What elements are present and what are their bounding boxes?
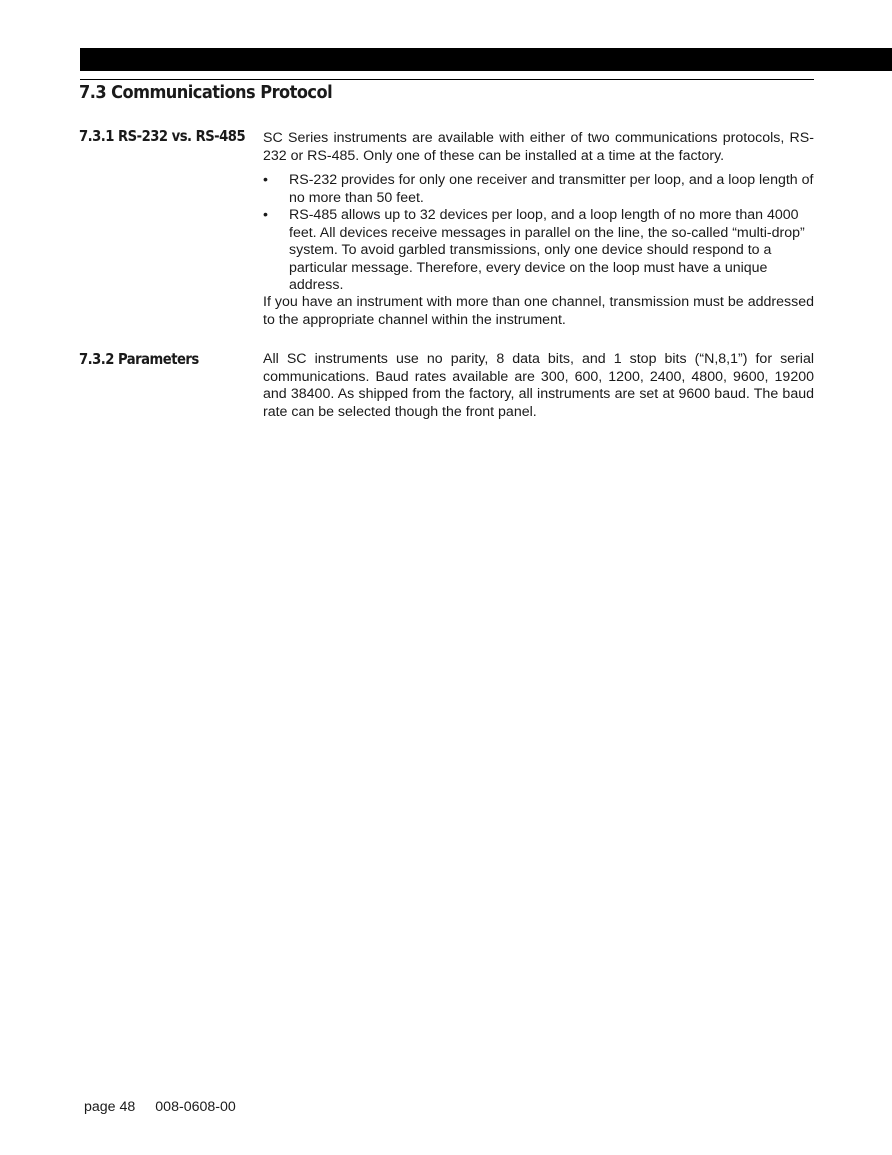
list-item <box>263 207 814 295</box>
list-item <box>263 172 814 207</box>
bullet-icon: • <box>263 172 268 188</box>
section-title: 7.3 Communications Protocol <box>79 82 333 103</box>
bullet-text-rs485: RS-485 allows up to 32 devices per loop, and a loop length of no more than 4000 feet. All devices receive messages in parallel on the line, the so-called “multi-drop” system. To avoid garbled transmissions, only one device should respond to a particular message. Therefore, every device on the loop must have a unique address. <box>289 207 805 293</box>
subsection-closing-paragraph: If you have an instrument with more than one channel, transmission must be addressed to the appropriate channel within the instrument. <box>263 294 814 328</box>
protocol-bullet-list <box>263 172 814 295</box>
subsection-heading-rs232-vs-rs485: 7.3.1 RS-232 vs. RS-485 <box>79 127 246 145</box>
page-footer <box>84 1099 236 1115</box>
page-number: page 48 <box>84 1099 136 1115</box>
header-bar <box>80 48 892 71</box>
subsection-heading-parameters: 7.3.2 Parameters <box>79 350 199 368</box>
bullet-text-rs232: RS-232 provides for only one receiver and transmitter per loop, and a loop length of no more than 50 feet. <box>289 172 814 206</box>
subsection-intro-paragraph: SC Series instruments are available with either of two communications protocols, RS-232 or RS-485. Only one of these can be installed at a time at the factory. <box>263 130 814 164</box>
document-number: 008-0608-00 <box>155 1099 236 1115</box>
parameters-paragraph: All SC instruments use no parity, 8 data bits, and 1 stop bits (“N,8,1”) for serial communications. Baud rates available are 300, 600, 1200, 2400, 4800, 9600, 19200 and 38400. As shipped from the factory, all instruments are set at 9600 baud. The baud rate can be selected though the front panel. <box>263 351 814 420</box>
bullet-icon: • <box>263 207 268 223</box>
